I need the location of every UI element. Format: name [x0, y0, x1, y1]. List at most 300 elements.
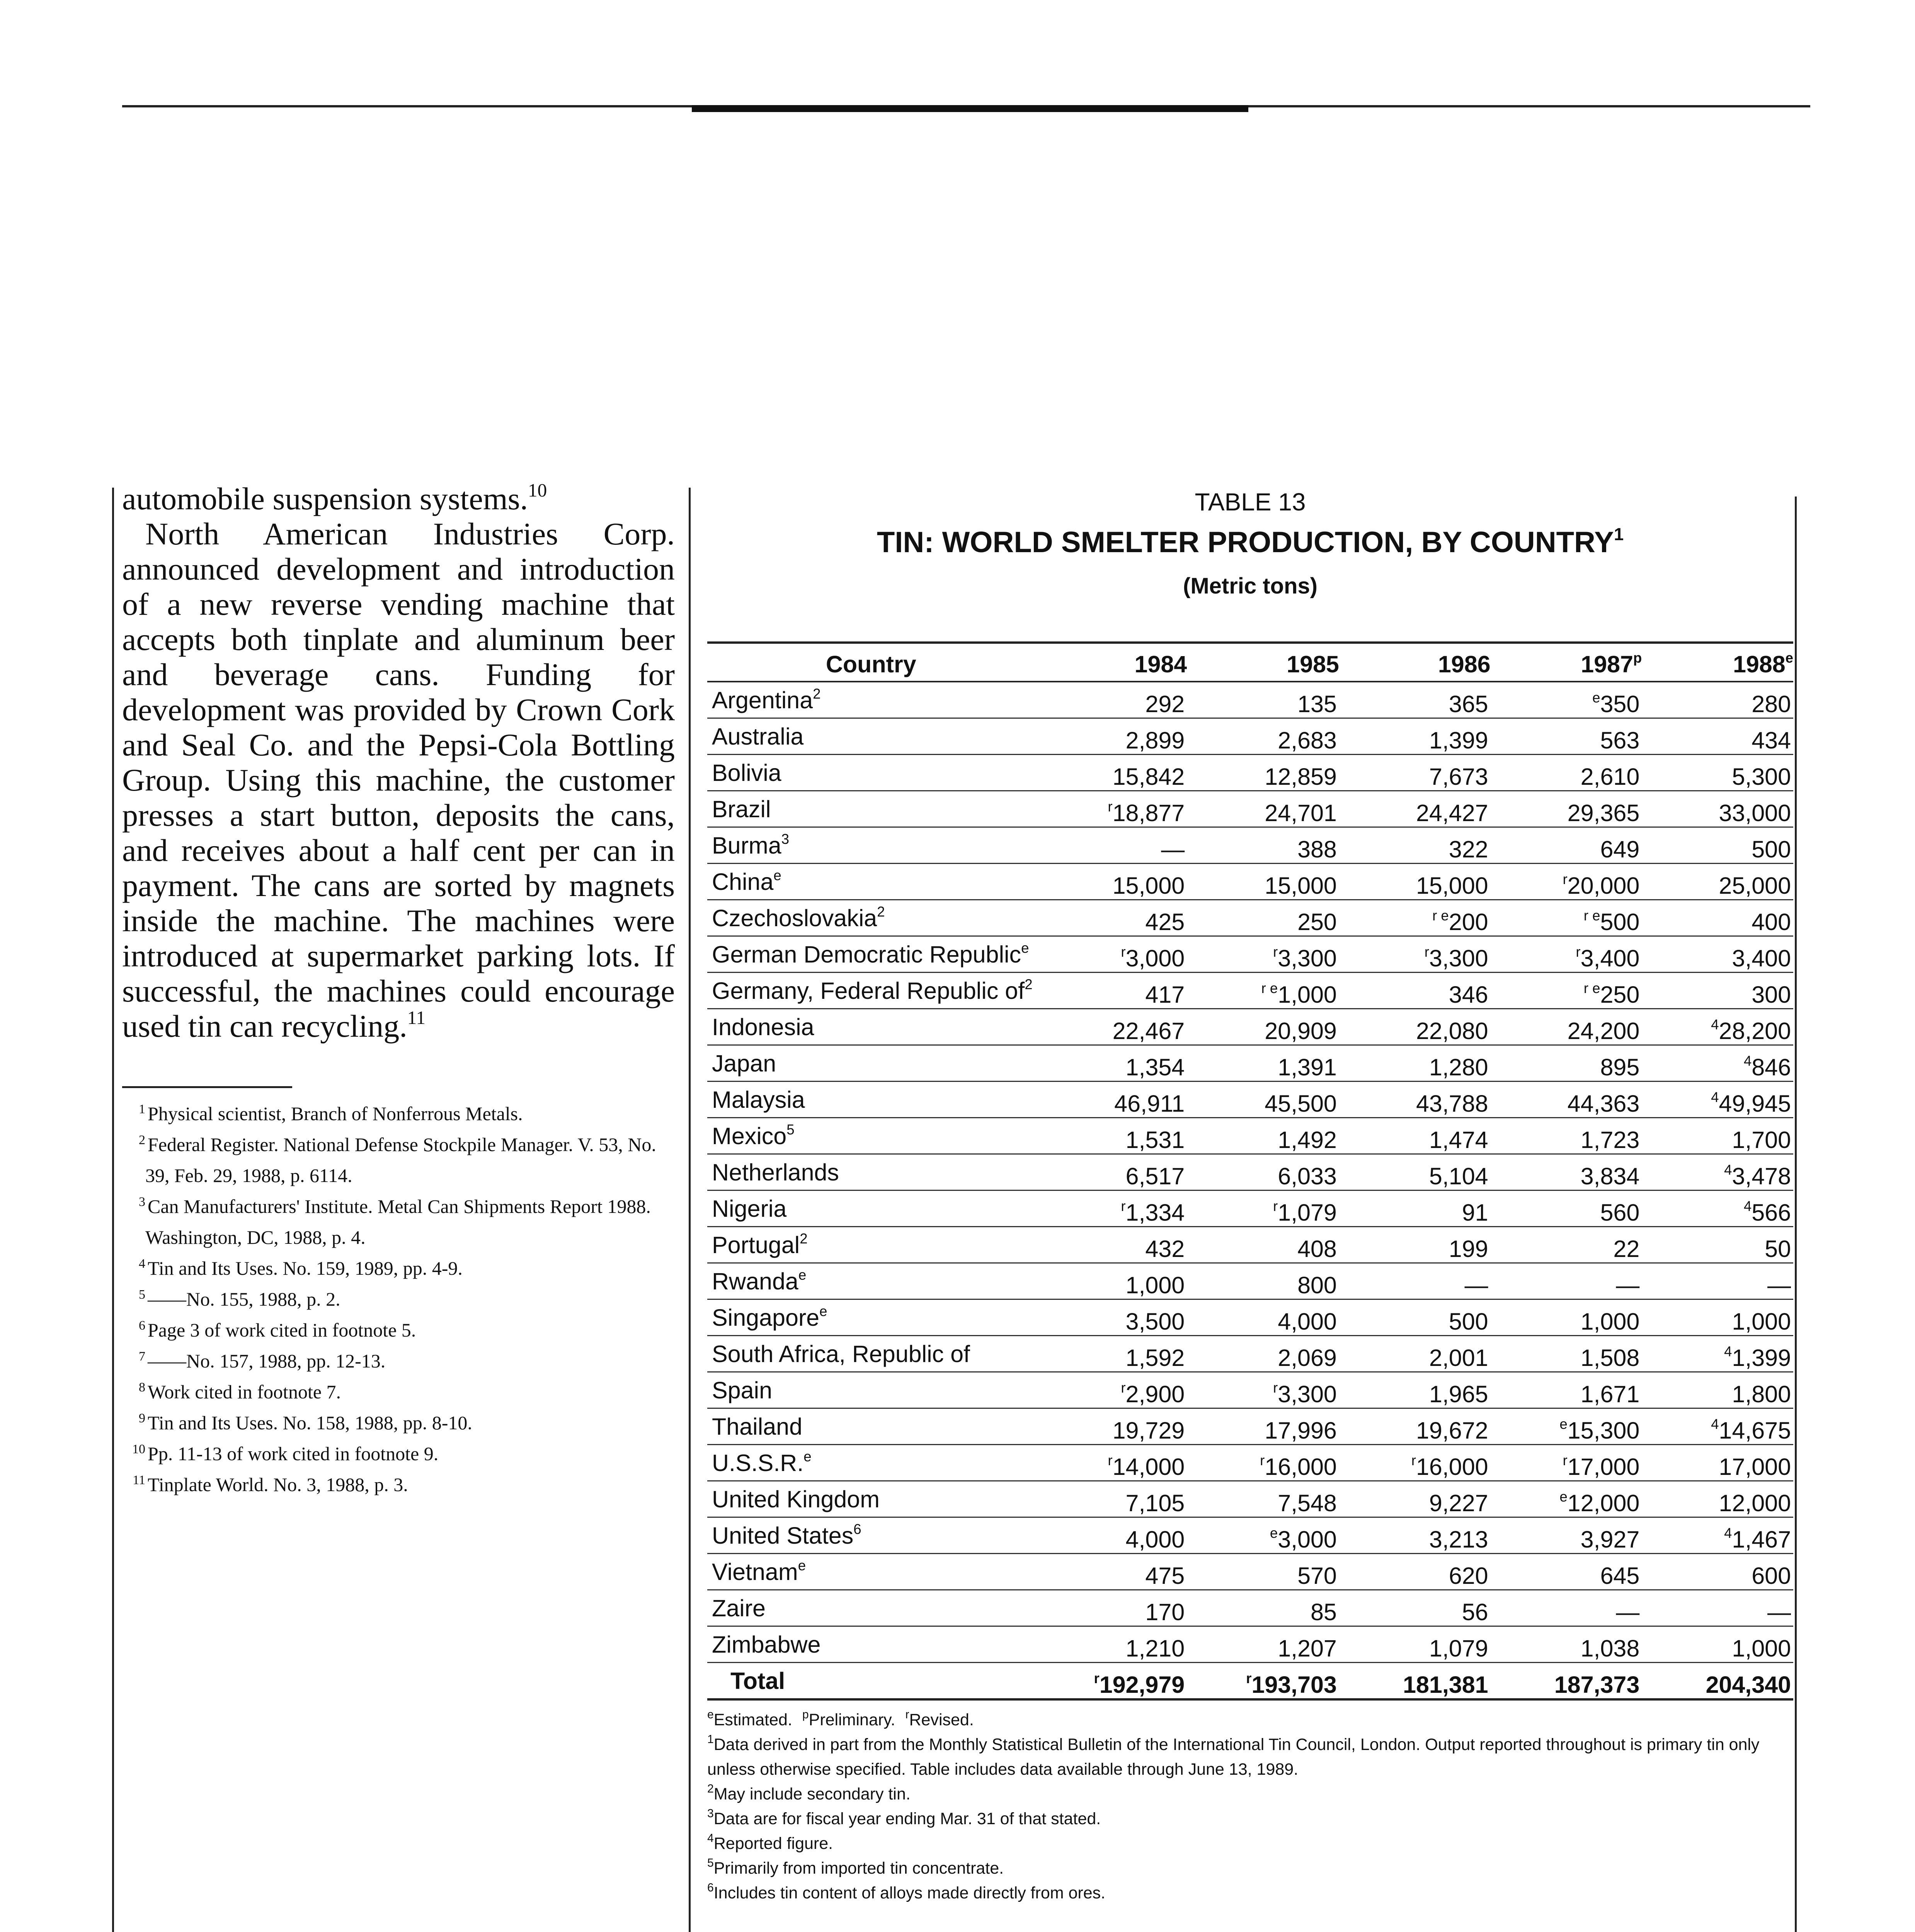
value: 895: [1600, 1054, 1640, 1080]
country-cell: [707, 1445, 1035, 1481]
value-cell: [1035, 1408, 1187, 1445]
value-cell: [1491, 1626, 1642, 1663]
value: 1,399: [1429, 727, 1488, 753]
value-cell: [1642, 1009, 1793, 1045]
total-row: [707, 1663, 1793, 1700]
country-cell: [707, 1336, 1035, 1372]
value-cell: [1642, 1336, 1793, 1372]
footnote-text: ——No. 157, 1988, pp. 12-13.: [148, 1350, 386, 1372]
value: 400: [1752, 909, 1791, 935]
footnote-text: Can Manufacturers' Institute. Metal Can Shipments Report 1988. Washington, DC, 1988, p. 4.: [145, 1196, 651, 1248]
value-cell: [1187, 1663, 1339, 1700]
value-cell: [1035, 827, 1187, 864]
country-cell: [707, 1626, 1035, 1663]
value-cell: [1035, 1154, 1187, 1190]
footnote-item: 11 Tinplate World. No. 3, 1988, p. 3.: [133, 1473, 408, 1495]
table-row: [707, 1336, 1793, 1372]
value: 28,200: [1719, 1018, 1791, 1044]
country-name: United Kingdom: [712, 1486, 880, 1512]
value: 570: [1297, 1563, 1337, 1589]
value: 566: [1752, 1199, 1791, 1226]
value-cell: [1339, 1445, 1491, 1481]
table-row: [707, 1517, 1793, 1554]
value-cell: [1187, 1009, 1339, 1045]
value-cell: [1339, 1009, 1491, 1045]
value: 4,000: [1125, 1526, 1185, 1553]
table-notes: [707, 1708, 1793, 1905]
body-text: [122, 481, 675, 1044]
value: 12,000: [1567, 1490, 1640, 1516]
value-cell: [1339, 1118, 1491, 1154]
column-header-year: [1339, 643, 1491, 682]
value: 7,548: [1278, 1490, 1337, 1516]
country-cell: [707, 1118, 1035, 1154]
value: 15,000: [1112, 872, 1185, 899]
value-cell: [1491, 1408, 1642, 1445]
value: 19,672: [1416, 1417, 1488, 1444]
value: 649: [1600, 836, 1640, 862]
value-cell: [1035, 1118, 1187, 1154]
table-row: [707, 755, 1793, 791]
value: 475: [1145, 1563, 1185, 1589]
table-header-row: [707, 643, 1793, 682]
value: 5,300: [1732, 764, 1791, 790]
value-cell: [1642, 755, 1793, 791]
title-footnote-ref: 1: [1614, 524, 1624, 544]
value-flag: 4: [1743, 1053, 1752, 1069]
value-cell: [1035, 1227, 1187, 1263]
value: 346: [1449, 981, 1488, 1008]
value-flag: e: [1559, 1489, 1568, 1505]
value-cell: [1491, 1372, 1642, 1408]
value: 1,965: [1429, 1381, 1488, 1407]
value: 20,000: [1567, 872, 1640, 899]
table-row: [707, 1590, 1793, 1626]
value-cell: [1187, 1190, 1339, 1227]
value: 187,373: [1554, 1672, 1640, 1698]
value-cell: [1035, 1263, 1187, 1299]
country-name: Brazil: [712, 796, 771, 822]
value: 1,354: [1125, 1054, 1185, 1080]
country-name: Czechoslovakia: [712, 905, 877, 931]
value-cell: [1035, 1554, 1187, 1590]
value-cell: [1339, 791, 1491, 827]
legend-mark: p: [802, 1708, 809, 1721]
country-cell: [707, 1045, 1035, 1082]
value-cell: [1035, 1045, 1187, 1082]
value-cell: [1642, 1554, 1793, 1590]
value: 1,508: [1580, 1345, 1640, 1371]
value-cell: [1187, 864, 1339, 900]
value: 1,280: [1429, 1054, 1488, 1080]
country-footnote: 2: [813, 685, 821, 702]
table-row: [707, 1118, 1793, 1154]
value: 800: [1297, 1272, 1337, 1298]
footnote-item: 1 Physical scientist, Branch of Nonferrous Metals.: [139, 1102, 523, 1124]
footnote-list: [122, 1098, 675, 1500]
footnote-item: 2 Federal Register. National Defense Stockpile Manager. V. 53, No. 39, Feb. 29, 1988, p. 6114.: [139, 1133, 656, 1186]
table-row: [707, 1009, 1793, 1045]
value: 1,207: [1278, 1635, 1337, 1662]
value-cell: [1187, 1045, 1339, 1082]
value-cell: [1035, 755, 1187, 791]
country-cell: [707, 827, 1035, 864]
country-footnote: e: [798, 1267, 807, 1283]
value: 29,365: [1567, 800, 1640, 826]
value: 16,000: [1416, 1454, 1488, 1480]
value: 5,104: [1429, 1163, 1488, 1189]
value: —: [1616, 1599, 1640, 1625]
country-cell: [707, 973, 1035, 1009]
note-mark: 4: [707, 1832, 714, 1845]
value-cell: [1642, 1445, 1793, 1481]
table-legend: [707, 1708, 1793, 1732]
value-cell: [1491, 1082, 1642, 1118]
country-name: Total: [730, 1667, 785, 1694]
country-footnote: e: [819, 1303, 827, 1319]
value: 1,467: [1732, 1526, 1791, 1553]
value-cell: [1339, 1372, 1491, 1408]
value: 18,877: [1112, 800, 1185, 826]
value: 500: [1600, 909, 1640, 935]
value: 560: [1600, 1199, 1640, 1226]
value: 620: [1449, 1563, 1488, 1589]
value-cell: [1035, 1009, 1187, 1045]
table-row: [707, 1045, 1793, 1082]
value-cell: [1491, 1227, 1642, 1263]
value: 199: [1449, 1236, 1488, 1262]
value: 44,363: [1567, 1090, 1640, 1117]
value: 181,381: [1403, 1672, 1488, 1698]
value-flag: r: [1411, 1452, 1416, 1469]
country-name: Singapore: [712, 1304, 820, 1331]
table-row: [707, 1372, 1793, 1408]
country-cell: [707, 1082, 1035, 1118]
value: 25,000: [1719, 872, 1791, 899]
value-cell: [1491, 1263, 1642, 1299]
value: 50: [1765, 1236, 1791, 1262]
table-row: [707, 1445, 1793, 1481]
note-text: Data are for fiscal year ending Mar. 31 of that stated.: [713, 1810, 1101, 1828]
value-flag: r e: [1583, 908, 1600, 924]
value: 500: [1449, 1308, 1488, 1335]
value: 1,399: [1732, 1345, 1791, 1371]
value-cell: [1035, 1481, 1187, 1517]
value: 1,000: [1732, 1635, 1791, 1662]
value-cell: [1187, 1336, 1339, 1372]
value: 1,079: [1278, 1199, 1337, 1226]
header-label: 1988: [1733, 651, 1786, 677]
country-name: Netherlands: [712, 1159, 839, 1185]
table-row: [707, 864, 1793, 900]
value: 1,592: [1125, 1345, 1185, 1371]
value: 3,834: [1580, 1163, 1640, 1189]
country-name: Mexico: [712, 1122, 787, 1149]
value-flag: r: [1108, 1452, 1113, 1469]
value: 17,000: [1719, 1454, 1791, 1480]
footnote-item: 8 Work cited in footnote 7.: [139, 1380, 341, 1403]
value-cell: [1339, 1481, 1491, 1517]
table-footnotes: [707, 1732, 1793, 1905]
value-cell: [1642, 1299, 1793, 1336]
header-flag: p: [1633, 650, 1642, 666]
value-flag: r e: [1583, 980, 1600, 997]
footnote-text: ——No. 155, 1988, p. 2.: [148, 1288, 340, 1310]
value: 425: [1145, 909, 1185, 935]
country-footnote: e: [773, 867, 781, 883]
value: 1,492: [1278, 1127, 1337, 1153]
value-cell: [1035, 936, 1187, 973]
value-cell: [1035, 900, 1187, 936]
country-name: Argentina: [712, 687, 813, 713]
country-name: Malaysia: [712, 1086, 805, 1113]
table-title: TIN: WORLD SMELTER PRODUCTION, BY COUNTRY$^1$: [877, 524, 1624, 559]
value-cell: [1491, 1045, 1642, 1082]
value-cell: [1491, 718, 1642, 755]
country-cell: [707, 1663, 1035, 1700]
value: 22: [1613, 1236, 1640, 1262]
table-note: [707, 1881, 1793, 1905]
value-cell: [1491, 1154, 1642, 1190]
value-cell: [1642, 1082, 1793, 1118]
paragraph-1: automobile suspension systems.$^{10}$: [122, 479, 547, 516]
note-mark: 3: [707, 1807, 714, 1820]
legend-item: [802, 1708, 895, 1729]
value-cell: [1491, 1336, 1642, 1372]
production-table: [707, 641, 1793, 1701]
column-divider: [689, 488, 691, 1932]
value: 432: [1145, 1236, 1185, 1262]
value-cell: [1187, 1082, 1339, 1118]
table-note: [707, 1856, 1793, 1881]
value: 14,000: [1112, 1454, 1185, 1480]
value-cell: [1339, 1227, 1491, 1263]
value: 7,105: [1125, 1490, 1185, 1516]
value: 14,675: [1719, 1417, 1791, 1444]
country-cell: [707, 755, 1035, 791]
value-cell: [1035, 864, 1187, 900]
table-note: [707, 1782, 1793, 1806]
value-cell: [1187, 1517, 1339, 1554]
country-footnote: 6: [853, 1521, 861, 1537]
table-body: [707, 682, 1793, 1699]
value: 1,391: [1278, 1054, 1337, 1080]
value: 15,300: [1567, 1417, 1640, 1444]
value-cell: [1642, 1227, 1793, 1263]
value-cell: [1642, 1263, 1793, 1299]
value: 2,900: [1125, 1381, 1185, 1407]
table-row: [707, 936, 1793, 973]
value: 1,000: [1732, 1308, 1791, 1335]
value-flag: 4: [1724, 1525, 1732, 1541]
value-flag: r: [1094, 1670, 1100, 1687]
value-cell: [1035, 1336, 1187, 1372]
value: 4,000: [1278, 1308, 1337, 1335]
table-row: [707, 1227, 1793, 1263]
value-cell: [1642, 936, 1793, 973]
legend-text: Revised.: [909, 1711, 974, 1729]
value-cell: [1339, 1408, 1491, 1445]
value: 33,000: [1719, 800, 1791, 826]
value-cell: [1187, 1590, 1339, 1626]
note-text: Data derived in part from the Monthly Statistical Bulletin of the International Tin Council, London. Output reported throughout is primary tin only unless otherwise specified. Table includes data available through June 13, 1989.: [707, 1735, 1760, 1779]
note-mark: 1: [707, 1733, 714, 1746]
value: 91: [1462, 1199, 1488, 1226]
value: 15,842: [1112, 764, 1185, 790]
value: 3,400: [1580, 945, 1640, 971]
value-cell: [1035, 682, 1187, 718]
value: —: [1161, 836, 1185, 862]
table-units: (Metric tons): [1183, 573, 1318, 599]
footnote-text: Physical scientist, Branch of Nonferrous Metals.: [148, 1103, 523, 1124]
value-cell: [1491, 682, 1642, 718]
value-cell: [1187, 1154, 1339, 1190]
value-flag: r: [1246, 1670, 1252, 1687]
value-cell: [1035, 1445, 1187, 1481]
value-cell: [1187, 1408, 1339, 1445]
value-cell: [1187, 1554, 1339, 1590]
value: 15,000: [1265, 872, 1337, 899]
table-row: [707, 791, 1793, 827]
value: 1,800: [1732, 1381, 1791, 1407]
footnote-ref: 10: [528, 479, 547, 501]
table-row: [707, 1263, 1793, 1299]
footnote-item: 10 Pp. 11-13 of work cited in footnote 9.: [132, 1442, 439, 1464]
table-row: [707, 718, 1793, 755]
value: 434: [1752, 727, 1791, 753]
value: 3,300: [1278, 1381, 1337, 1407]
table-row: [707, 1299, 1793, 1336]
header-label: 1984: [1134, 651, 1187, 677]
value-flag: 4: [1711, 1089, 1719, 1105]
value-cell: [1035, 1590, 1187, 1626]
value-cell: [1642, 1481, 1793, 1517]
country-name: Indonesia: [712, 1014, 814, 1040]
value-cell: [1491, 1517, 1642, 1554]
legend-item: [707, 1708, 792, 1729]
value: 3,213: [1429, 1526, 1488, 1553]
country-cell: [707, 682, 1035, 718]
left-column: [122, 481, 675, 1500]
value-cell: [1187, 791, 1339, 827]
value: 170: [1145, 1599, 1185, 1625]
value: —: [1767, 1599, 1791, 1625]
note-mark: 2: [707, 1782, 714, 1795]
value: 1,079: [1429, 1635, 1488, 1662]
value: 7,673: [1429, 764, 1488, 790]
header-label: Country: [826, 651, 916, 677]
legend-mark: r: [905, 1708, 909, 1721]
value: 1,671: [1580, 1381, 1640, 1407]
country-name: Thailand: [712, 1413, 802, 1440]
value: 12,000: [1719, 1490, 1791, 1516]
country-cell: [707, 936, 1035, 973]
country-name: Vietnam: [712, 1558, 798, 1585]
value: 3,000: [1125, 945, 1185, 971]
table-note: [707, 1806, 1793, 1831]
value-cell: [1339, 1517, 1491, 1554]
table-row: [707, 900, 1793, 936]
value: 193,703: [1251, 1672, 1337, 1698]
value: —: [1464, 1272, 1488, 1298]
value: 292: [1145, 691, 1185, 717]
value: 22,467: [1112, 1018, 1185, 1044]
footnote-rule: [122, 1086, 292, 1088]
column-header-country: [707, 643, 1035, 682]
value-flag: r e: [1261, 980, 1278, 997]
value-flag: 4: [1724, 1344, 1732, 1360]
country-name: Zimbabwe: [712, 1631, 821, 1658]
value: 3,400: [1732, 945, 1791, 971]
value-cell: [1339, 718, 1491, 755]
table-row: [707, 1626, 1793, 1663]
header-label: 1985: [1287, 651, 1339, 677]
value: —: [1616, 1272, 1640, 1298]
value-cell: [1187, 900, 1339, 936]
value-cell: [1339, 1336, 1491, 1372]
value-flag: r: [1273, 1380, 1278, 1396]
value: 17,000: [1567, 1454, 1640, 1480]
value-cell: [1187, 1445, 1339, 1481]
country-name: Portugal: [712, 1231, 800, 1258]
country-name: U.S.S.R.: [712, 1449, 804, 1476]
value-cell: [1491, 973, 1642, 1009]
value-cell: [1339, 1045, 1491, 1082]
value-cell: [1187, 1263, 1339, 1299]
value-cell: [1491, 755, 1642, 791]
value: 135: [1297, 691, 1337, 717]
value-flag: e: [1270, 1525, 1278, 1541]
value: 17,996: [1265, 1417, 1337, 1444]
footnote-item: 4 Tin and Its Uses. No. 159, 1989, pp. 4-9.: [139, 1257, 463, 1279]
value-cell: [1642, 682, 1793, 718]
value: 3,300: [1278, 945, 1337, 971]
value: 20,909: [1265, 1018, 1337, 1044]
table-row: [707, 1082, 1793, 1118]
value-cell: [1642, 864, 1793, 900]
footnote-text: Page 3 of work cited in footnote 5.: [148, 1319, 416, 1341]
footnote-text: Pp. 11-13 of work cited in footnote 9.: [148, 1443, 439, 1464]
value-cell: [1642, 827, 1793, 864]
value-cell: [1642, 1372, 1793, 1408]
value: 600: [1752, 1563, 1791, 1589]
value: 500: [1752, 836, 1791, 862]
value-cell: [1491, 1299, 1642, 1336]
value: 46,911: [1114, 1090, 1185, 1117]
value: 45,500: [1265, 1090, 1337, 1117]
footnote-text: Federal Register. National Defense Stockpile Manager. V. 53, No. 39, Feb. 29, 1988, p. 6114.: [145, 1134, 656, 1186]
country-name: Bolivia: [712, 759, 781, 786]
value-cell: [1035, 1082, 1187, 1118]
country-name: Spain: [712, 1377, 773, 1403]
value: 250: [1297, 909, 1337, 935]
value: 408: [1297, 1236, 1337, 1262]
value: 280: [1752, 691, 1791, 717]
value-cell: [1187, 755, 1339, 791]
value-cell: [1187, 1299, 1339, 1336]
footnote-item: 3 Can Manufacturers' Institute. Metal Can Shipments Report 1988. Washington, DC, 1988, p. 4.: [139, 1195, 651, 1248]
value-cell: [1339, 827, 1491, 864]
country-name: United States: [712, 1522, 854, 1549]
country-name: China: [712, 868, 774, 895]
country-name: Rwanda: [712, 1268, 798, 1294]
note-mark: 6: [707, 1881, 714, 1894]
country-footnote: e: [803, 1448, 812, 1464]
value-cell: [1491, 1481, 1642, 1517]
value-cell: [1339, 1154, 1491, 1190]
footnote-item: 7 ——No. 157, 1988, pp. 12-13.: [139, 1349, 386, 1372]
value-cell: [1339, 755, 1491, 791]
